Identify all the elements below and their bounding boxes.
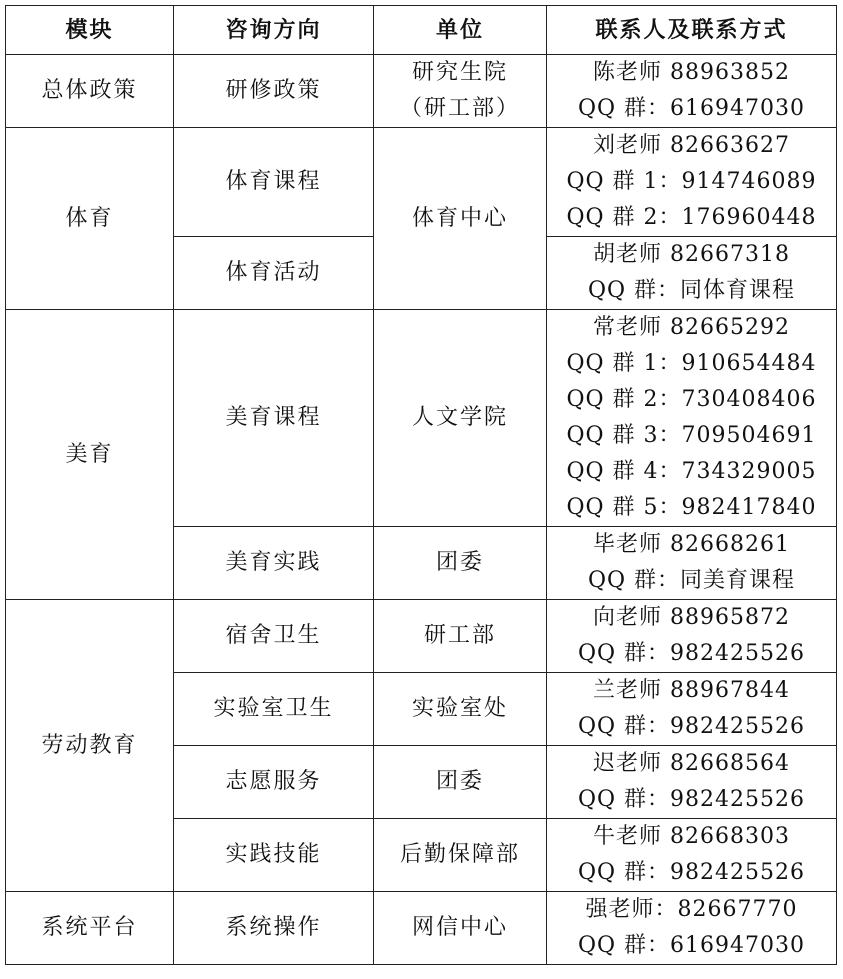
contact-cell: [547, 746, 837, 819]
contact-line: QQ 群：982425526: [577, 641, 806, 666]
module-cell: 总体政策: [6, 55, 174, 128]
contact-line: QQ 群：982425526: [577, 714, 806, 739]
contact-line: 强老师：82667770: [585, 897, 798, 922]
direction-cell: 系统操作: [174, 892, 374, 965]
unit-cell: [374, 55, 547, 128]
contact-cell: [547, 819, 837, 892]
contact-cell: [547, 237, 837, 310]
contact-table: [5, 5, 837, 965]
contact-line: QQ 群：982425526: [577, 787, 806, 812]
header-module: 模块: [6, 6, 174, 55]
contact-cell: [547, 55, 837, 128]
contact-line: 刘老师 82663627: [593, 133, 790, 158]
direction-cell: 体育活动: [174, 237, 374, 310]
contact-line: QQ 群 2：730408406: [566, 387, 817, 412]
header-contact: 联系人及联系方式: [547, 6, 837, 55]
contact-line: QQ 群 5：982417840: [566, 495, 817, 520]
header-unit: 单位: [374, 6, 547, 55]
contact-line: QQ 群：616947030: [577, 933, 806, 958]
module-cell: 体育: [6, 128, 174, 310]
contact-line: QQ 群 4：734329005: [566, 459, 817, 484]
contact-line: QQ 群 1：910654484: [566, 351, 817, 376]
unit-cell: 体育中心: [374, 128, 547, 310]
unit-cell: 网信中心: [374, 892, 547, 965]
contact-line: 向老师 88965872: [593, 605, 790, 630]
contact-line: 胡老师 82667318: [593, 242, 790, 267]
contact-line: 兰老师 88967844: [593, 678, 790, 703]
contact-line: 牛老师 82668303: [593, 824, 790, 849]
contact-line: QQ 群：同体育课程: [587, 278, 796, 303]
module-cell: 劳动教育: [6, 600, 174, 892]
unit-cell: 研工部: [374, 600, 547, 673]
contact-line: QQ 群：616947030: [577, 96, 806, 121]
contact-line: 毕老师 82668261: [593, 532, 790, 557]
contact-cell: [547, 310, 837, 527]
direction-cell: 美育课程: [174, 310, 374, 527]
contact-line: QQ 群：同美育课程: [587, 568, 796, 593]
unit-line: 研究生院: [411, 60, 508, 85]
unit-cell: 团委: [374, 527, 547, 600]
table-row: [6, 128, 837, 237]
module-cell: 美育: [6, 310, 174, 600]
unit-cell: 后勤保障部: [374, 819, 547, 892]
unit-cell: 团委: [374, 746, 547, 819]
direction-cell: 研修政策: [174, 55, 374, 128]
table-row: [6, 55, 837, 128]
unit-cell: 实验室处: [374, 673, 547, 746]
table-row: [6, 892, 837, 965]
direction-cell: 体育课程: [174, 128, 374, 237]
contact-cell: [547, 892, 837, 965]
direction-cell: 宿舍卫生: [174, 600, 374, 673]
direction-cell: 实践技能: [174, 819, 374, 892]
contact-cell: [547, 527, 837, 600]
table-row: [6, 310, 837, 527]
direction-cell: 美育实践: [174, 527, 374, 600]
contact-line: QQ 群 1：914746089: [566, 169, 817, 194]
contact-line: 迟老师 82668564: [593, 751, 790, 776]
module-cell: 系统平台: [6, 892, 174, 965]
contact-line: QQ 群 2：176960448: [566, 205, 817, 230]
contact-cell: [547, 673, 837, 746]
table-row: [6, 600, 837, 673]
unit-line: （研工部）: [399, 96, 520, 121]
contact-line: 常老师 82665292: [593, 315, 790, 340]
contact-cell: [547, 600, 837, 673]
contact-line: 陈老师 88963852: [593, 60, 790, 85]
contact-line: QQ 群 3：709504691: [566, 423, 817, 448]
contact-cell: [547, 128, 837, 237]
header-direction: 咨询方向: [174, 6, 374, 55]
unit-cell: 人文学院: [374, 310, 547, 527]
header-row: [6, 6, 837, 55]
direction-cell: 实验室卫生: [174, 673, 374, 746]
direction-cell: 志愿服务: [174, 746, 374, 819]
contact-line: QQ 群：982425526: [577, 860, 806, 885]
